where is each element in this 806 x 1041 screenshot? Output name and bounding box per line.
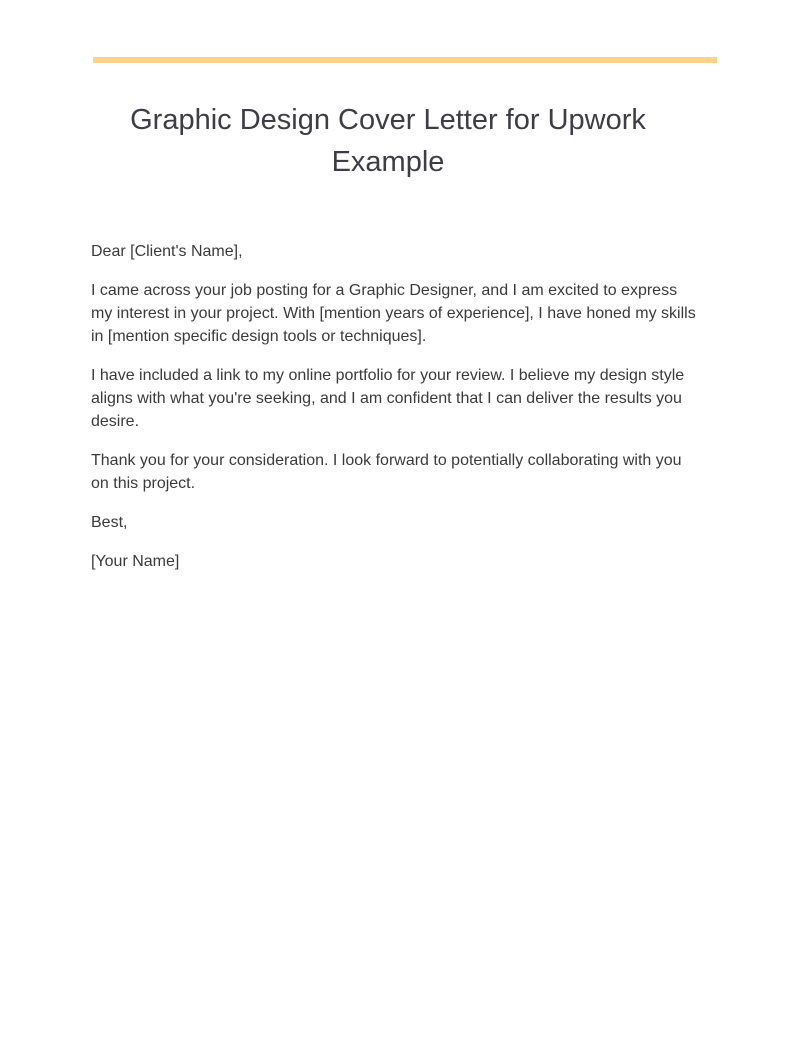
accent-bar [93, 57, 717, 63]
paragraph-portfolio: I have included a link to my online portfolio for your review. I believe my design style aligns with what you're seeking, and I am confident that I can deliver the results you desire. [91, 367, 685, 430]
closing: Best, [91, 514, 128, 531]
salutation: Dear [Client's Name], [91, 243, 243, 260]
page-title: Graphic Design Cover Letter for Upwork Example [130, 104, 646, 178]
paragraph-intro: I came across your job posting for a Graphic Designer, and I am excited to express my interest in your project. With [mention years of experience], I have honed my skills in [mention specific design tools or techniques]. [91, 282, 696, 345]
signature: [Your Name] [91, 553, 180, 570]
paragraph-thanks: Thank you for your consideration. I look forward to potentially collaborating with you on this project. [91, 452, 682, 492]
letter-body [91, 240, 701, 589]
